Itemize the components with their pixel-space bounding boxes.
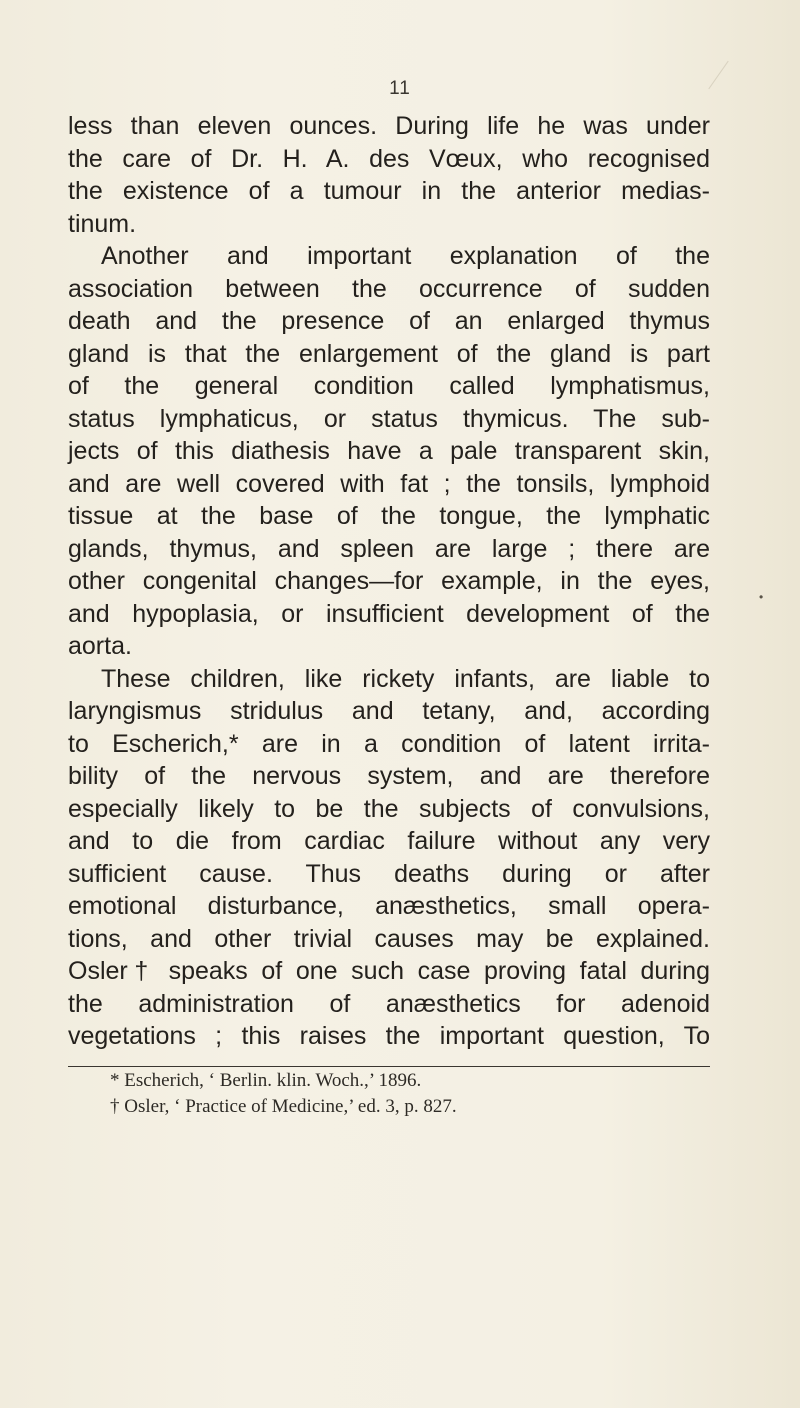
text-line: bility of the nervous system, and are therefore	[68, 762, 710, 790]
text-line: laryngismus stridulus and tetany, and, according	[68, 697, 710, 725]
text-line: jects of this diathesis have a pale transparent skin,	[68, 437, 710, 465]
text-line: Another and important explanation of the	[101, 242, 710, 270]
text-line: tissue at the base of the tongue, the lymphatic	[68, 502, 710, 530]
footnote-divider	[68, 1066, 710, 1067]
footnotes	[68, 1068, 710, 1120]
text-line: tions, and other trivial causes may be explained.	[68, 924, 710, 953]
text-line: Osler† speaks of one such case proving fatal during	[68, 957, 710, 985]
text-line: association between the occurrence of sudden	[68, 274, 710, 303]
stray-ink-mark: •	[759, 590, 764, 604]
text-line: and are well covered with fat ; the tonsils, lymphoid	[68, 469, 710, 498]
text-line: vegetations ; this raises the important question, To	[68, 1022, 710, 1050]
text-line: to Escherich,* are in a condition of latent irrita-	[68, 729, 710, 758]
footnote-escherich: * Escherich, ‘ Berlin. klin. Woch.,’ 1896.	[110, 1070, 422, 1091]
text-line: especially likely to be the subjects of convulsions,	[68, 794, 710, 823]
text-line: other congenital changes—for example, in the eyes,	[68, 567, 710, 595]
text-line: and hypoplasia, or insufficient development of the	[68, 599, 710, 628]
text-line: sufficient cause. Thus deaths during or after	[68, 859, 710, 888]
page-number: 11	[389, 78, 411, 99]
text-line: death and the presence of an enlarged thymus	[68, 307, 710, 335]
text-line: the care of Dr. H. A. des Vœux, who recognised	[68, 144, 710, 173]
text-line: These children, like rickety infants, are liable to	[101, 664, 710, 693]
text-line: glands, thymus, and spleen are large ; there are	[68, 534, 710, 563]
text-line: of the general condition called lymphatismus,	[68, 372, 710, 400]
text-line: status lymphaticus, or status thymicus. The sub-	[68, 404, 710, 433]
text-line: and to die from cardiac failure without any very	[68, 827, 710, 855]
body-text	[68, 110, 710, 1053]
text-line: emotional disturbance, anæsthetics, small opera-	[68, 892, 710, 920]
text-line: the existence of a tumour in the anterior medias-	[68, 177, 710, 205]
text-line: aorta.	[68, 632, 132, 660]
text-line: less than eleven ounces. During life he was under	[68, 112, 710, 140]
text-line: gland is that the enlargement of the gland is part	[68, 339, 710, 368]
text-line: tinum.	[68, 209, 137, 238]
footnote-osler: † Osler, ‘ Practice of Medicine,’ ed. 3, p. 827.	[110, 1096, 457, 1117]
text-line: the administration of anæsthetics for adenoid	[68, 989, 710, 1018]
